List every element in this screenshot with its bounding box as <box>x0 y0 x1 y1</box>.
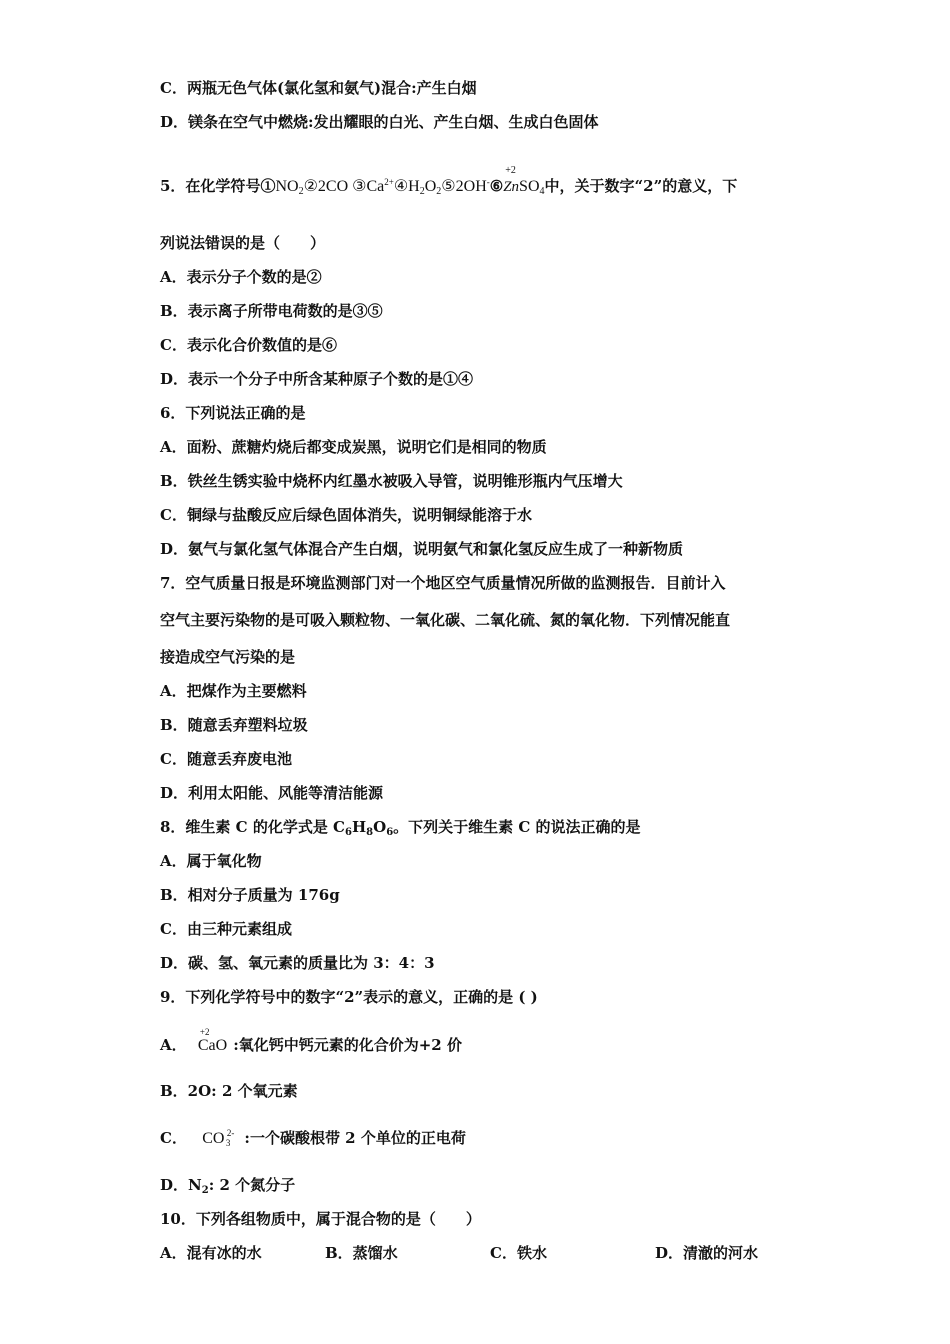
question-7-option-a: A．把煤作为主要燃料 <box>160 682 307 700</box>
question-8-option-d: D．碳、氢、氧元素的质量比为 3：4：3 <box>160 954 435 972</box>
question-10-option-b: B．蒸馏水 <box>325 1244 398 1262</box>
question-9-stem: 9．下列化学符号中的数字“2”表示的意义，正确的是 ( ) <box>160 988 538 1006</box>
cao-valence-formula: +2 CaO <box>197 1027 228 1054</box>
question-5-stem-cont: 列说法错误的是（ ） <box>160 234 326 252</box>
question-8-option-c: C．由三种元素组成 <box>160 920 292 938</box>
question-8-stem: 8．维生素 C 的化学式是 $C_6H_8O_6$。下列关于维生素 C 的说法正确的是 <box>160 818 641 838</box>
question-10-option-a: A．混有冰的水 <box>160 1244 262 1262</box>
carbonate-ion-formula: CO 2- 3 <box>202 1128 235 1148</box>
question-6-option-b: B．铁丝生锈实验中烧杯内红墨水被吸入导管，说明锥形瓶内气压增大 <box>160 472 623 490</box>
question-7-option-b: B．随意丢弃塑料垃圾 <box>160 716 308 734</box>
question-10-option-c: C．铁水 <box>490 1244 547 1262</box>
zn-valence-symbol: +2 Zn <box>503 165 520 195</box>
question-7-stem-line1: 7．空气质量日报是环境监测部门对一个地区空气质量情况所做的监测报告．目前计入 <box>160 574 726 592</box>
question-7-stem-line3: 接造成空气污染的是 <box>160 648 296 666</box>
question-8-option-b: B．相对分子质量为 176g <box>160 886 340 904</box>
q5-prefix: 5．在化学符号① <box>160 177 276 195</box>
q5-2co: ②2CO ③Ca <box>303 178 385 195</box>
no2-formula: $NO_2$ <box>275 178 304 197</box>
question-5-stem: 5．在化学符号$①NO_2②2CO$ $③Ca^{2+}④H_2O_2⑤2OH^-⑥$ +2 ZnSO$_4$中，关于数字“2”的意义，下 <box>160 165 738 197</box>
question-5-option-d: D．表示一个分子中所含某种原子个数的是①④ <box>160 370 474 388</box>
q5-h2o2: ④H <box>393 178 420 195</box>
question-8-option-a: A．属于氧化物 <box>160 852 262 870</box>
question-6-option-d: D．氨气与氯化氢气体混合产生白烟，说明氨气和氯化氢反应生成了一种新物质 <box>160 540 684 558</box>
question-5-option-a: A．表示分子个数的是② <box>160 268 322 286</box>
q5-oh: ⑤2OH <box>441 178 487 195</box>
question-9-option-c: C． CO 2- 3 :一个碳酸根带 2 个单位的正电荷 <box>160 1128 466 1148</box>
question-4-option-c: C．两瓶无色气体(氯化氢和氨气)混合:产生白烟 <box>160 79 477 97</box>
question-9-option-a: A． +2 CaO :氧化钙中钙元素的化合价为+2 价 <box>160 1027 462 1054</box>
question-6-option-a: A．面粉、蔗糖灼烧后都变成炭黑，说明它们是相同的物质 <box>160 438 547 456</box>
question-6-stem: 6．下列说法正确的是 <box>160 404 306 422</box>
question-7-option-d: D．利用太阳能、风能等清洁能源 <box>160 784 384 802</box>
ca-charge: 2+ <box>384 177 394 187</box>
question-6-option-c: C．铜绿与盐酸反应后绿色固体消失，说明铜绿能溶于水 <box>160 506 532 524</box>
question-5-option-c: C．表示化合价数值的是⑥ <box>160 336 337 354</box>
question-5-option-b: B．表示离子所带电荷数的是③⑤ <box>160 302 383 320</box>
question-4-option-d: D．镁条在空气中燃烧:发出耀眼的白光、产生白烟、生成白色固体 <box>160 113 599 131</box>
question-7-stem-line2: 空气主要污染物的是可吸入颗粒物、一氧化碳、二氧化硫、氮的氧化物．下列情况能直 <box>160 611 731 629</box>
question-9-option-b: B．2O: 2 个氧元素 <box>160 1082 298 1100</box>
question-7-option-c: C．随意丢弃废电池 <box>160 750 292 768</box>
question-10-stem: 10．下列各组物质中，属于混合物的是（ ） <box>160 1210 481 1228</box>
question-10-option-d: D．清澈的河水 <box>655 1244 759 1262</box>
question-9-option-d: D．$N_2$: 2 个氮分子 <box>160 1176 296 1196</box>
